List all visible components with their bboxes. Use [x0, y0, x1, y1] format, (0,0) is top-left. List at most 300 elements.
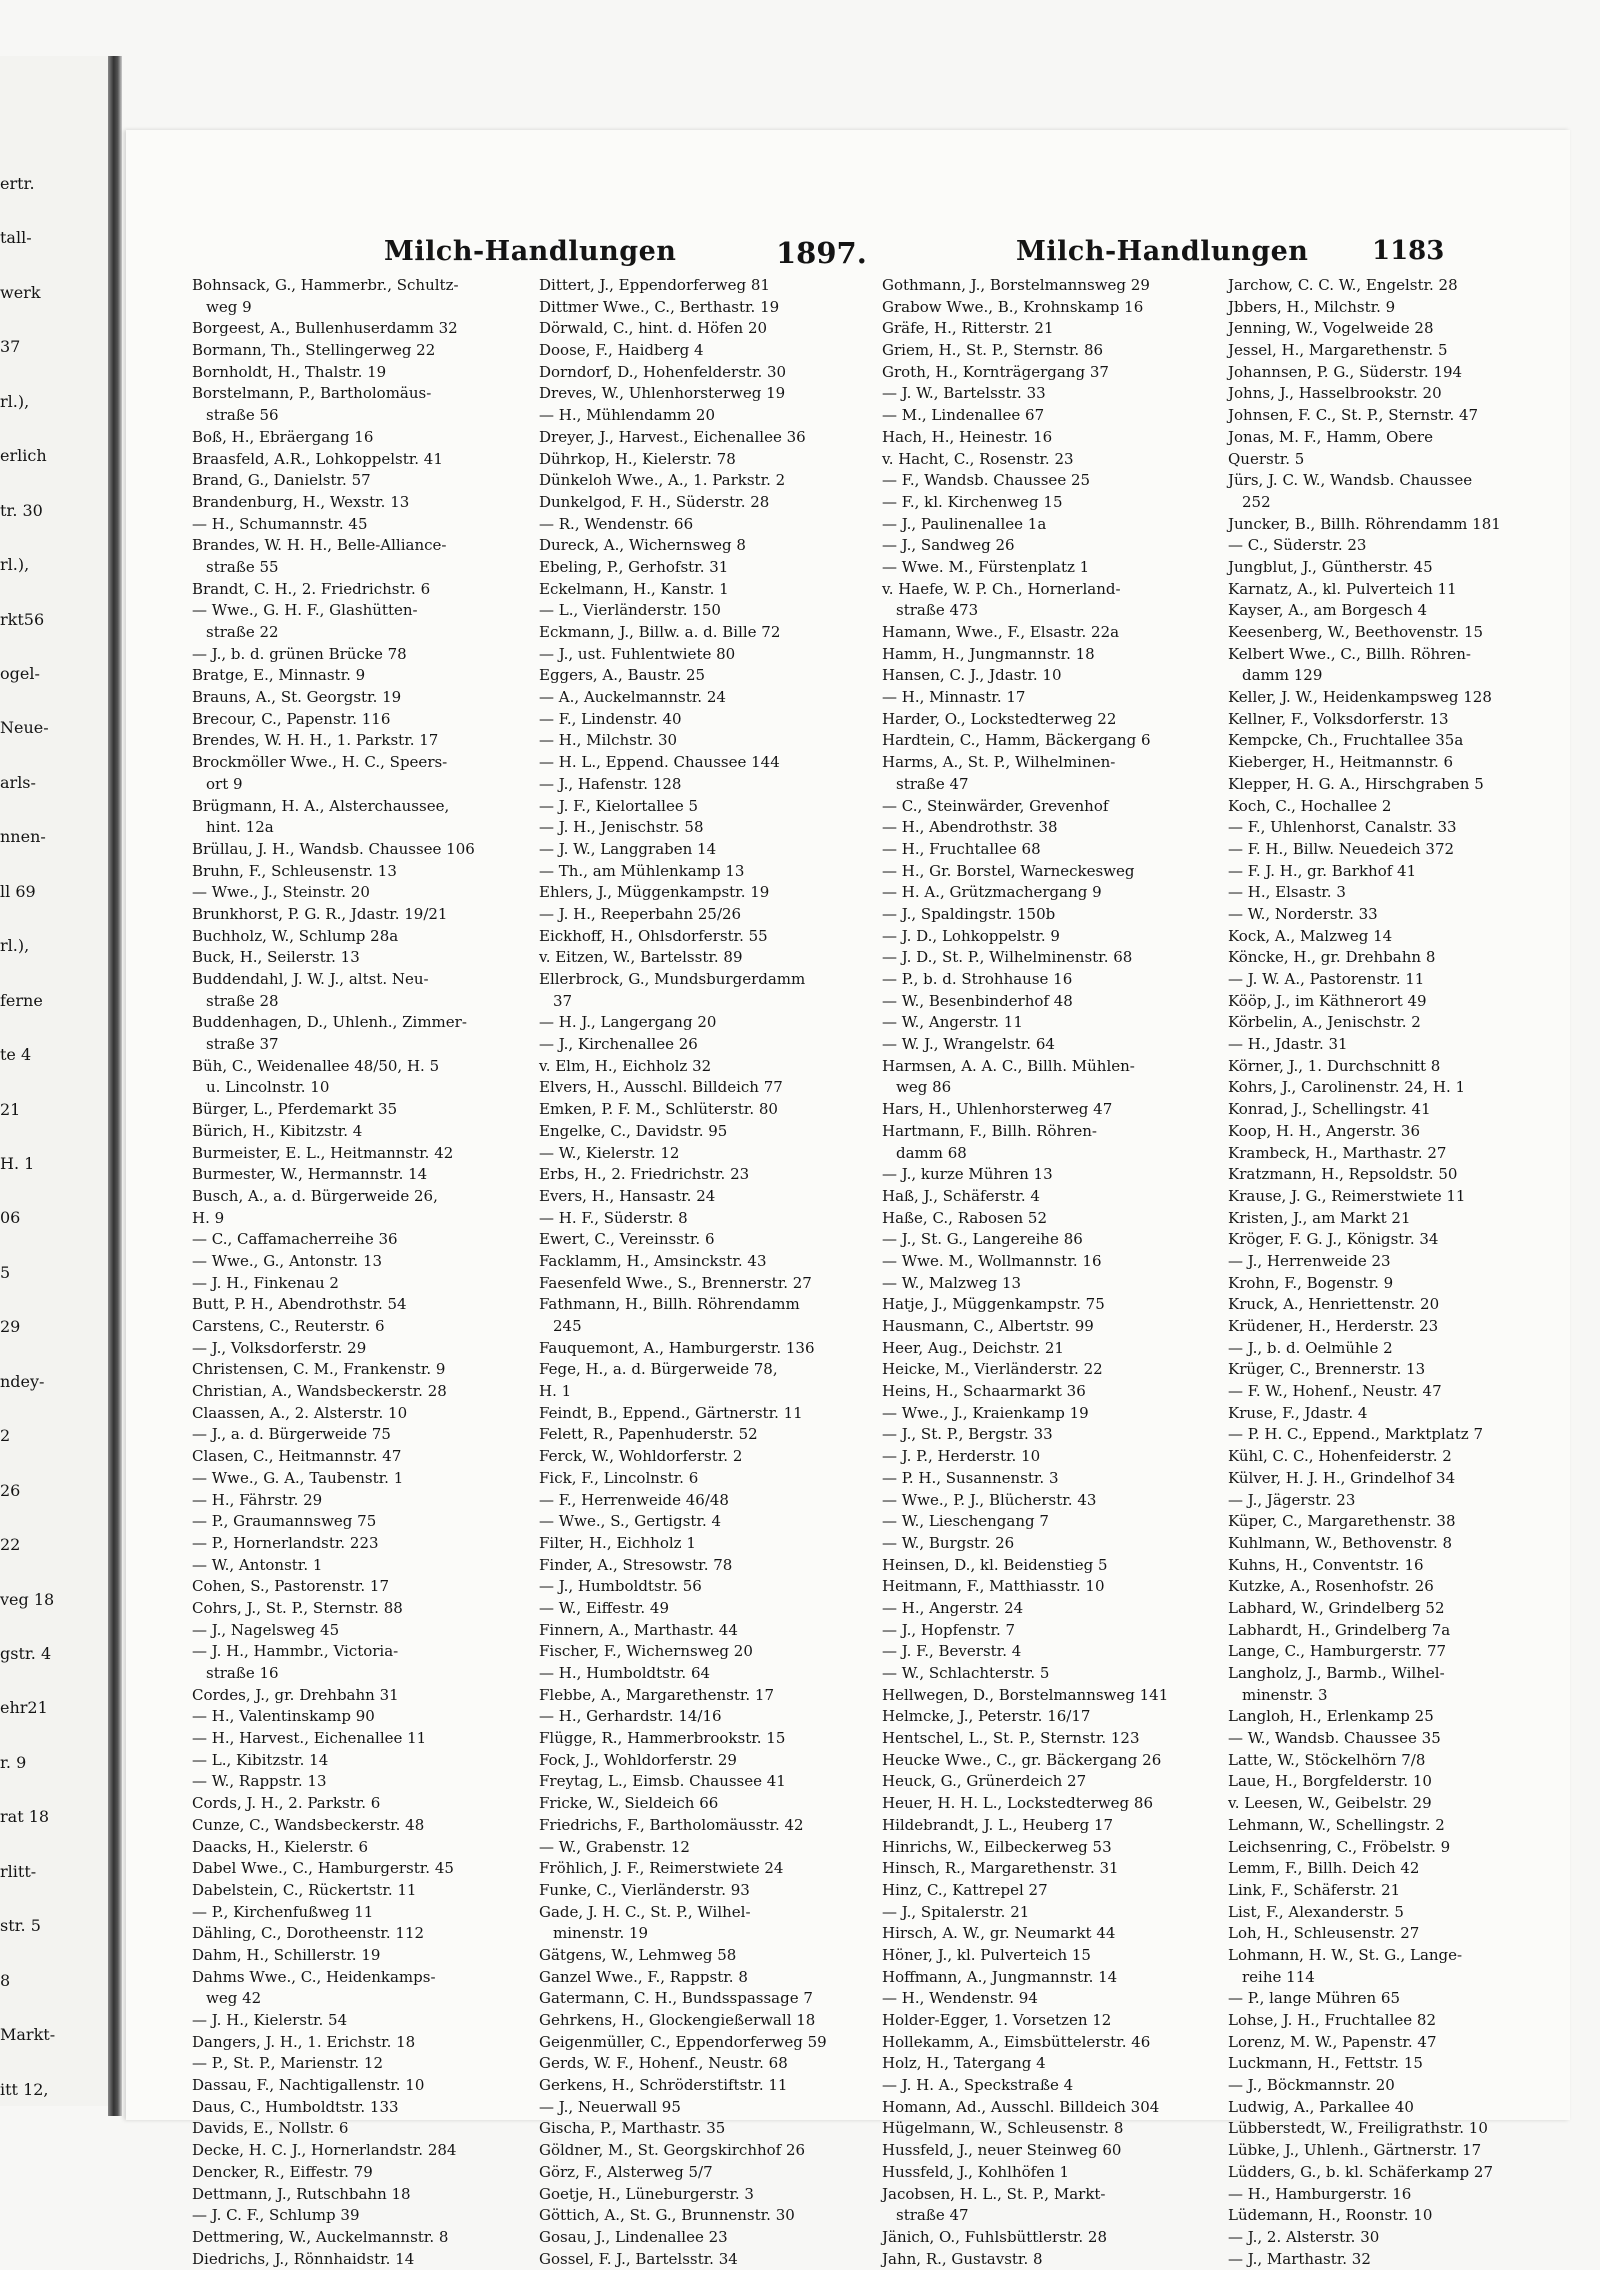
- directory-entry: — H., Milchstr. 30: [539, 731, 678, 750]
- directory-entry: — J. D., Lohkoppelstr. 9: [882, 926, 1060, 945]
- directory-entry: Keesenberg, W., Beethovenstr. 15: [1228, 623, 1484, 641]
- directory-entry: Dabel Wwe., C., Hamburgerstr. 45: [192, 1859, 454, 1878]
- directory-entry: — H., Hamburgerstr. 16: [1228, 2184, 1412, 2203]
- directory-entry: Langloh, H., Erlenkamp 25: [1228, 1707, 1434, 1726]
- directory-entry: Borgeest, A., Bullenhuserdamm 32: [192, 319, 458, 338]
- directory-entry: — W., Malzweg 13: [882, 1273, 1022, 1292]
- directory-entry: — J. W., Bartelsstr. 33: [882, 384, 1046, 403]
- directory-entry: — Th., am Mühlenkamp 13: [539, 861, 745, 880]
- directory-column-3: [882, 275, 1204, 2268]
- directory-column-4: [1228, 275, 1554, 2268]
- directory-entry: Brunkhorst, P. G. R., Jdastr. 19/21: [192, 904, 448, 923]
- margin-fragment: ogel-: [0, 664, 40, 683]
- directory-entry: Hamm, H., Jungmannstr. 18: [882, 644, 1095, 663]
- directory-entry: — W. J., Wrangelstr. 64: [882, 1035, 1055, 1054]
- margin-fragment: str. 5: [0, 1916, 41, 1936]
- directory-entry: Ebeling, P., Gerhofstr. 31: [539, 557, 729, 576]
- margin-fragment: ehr21: [0, 1698, 48, 1718]
- margin-fragment: veg 18: [0, 1589, 55, 1609]
- directory-entry: Cohrs, J., St. P., Sternstr. 88: [192, 1598, 403, 1617]
- directory-entry: Brügmann, H. A., Alsterchaussee,: [192, 796, 450, 815]
- directory-entry: damm 68: [896, 1143, 967, 1162]
- directory-entry: — J., b. d. grünen Brücke 78: [192, 644, 407, 663]
- directory-entry: — J. F., Kielortallee 5: [539, 796, 699, 815]
- directory-entry: Johnsen, F. C., St. P., Sternstr. 47: [1228, 406, 1479, 425]
- directory-entry: Dureck, A., Wichernsweg 8: [539, 536, 746, 555]
- directory-entry: Dittert, J., Eppendorferweg 81: [539, 276, 770, 294]
- directory-entry: Bormann, Th., Stellingerweg 22: [192, 341, 436, 360]
- directory-entry: Krüger, C., Brennerstr. 13: [1228, 1360, 1426, 1379]
- directory-entry: — H., Minnastr. 17: [882, 688, 1026, 707]
- directory-entry: Heins, H., Schaarmarkt 36: [882, 1382, 1086, 1401]
- margin-fragment: 5: [0, 1262, 11, 1282]
- directory-entry: Külver, H. J. H., Grindelhof 34: [1228, 1468, 1456, 1487]
- directory-entry: Haß, J., Schäferstr. 4: [882, 1186, 1040, 1205]
- margin-fragment: ertr.: [0, 174, 35, 193]
- directory-entry: — Wwe., J., Steinstr. 20: [192, 883, 370, 902]
- directory-entry: — W., Antonstr. 1: [192, 1555, 323, 1574]
- margin-fragment: tall-: [0, 228, 32, 248]
- directory-entry: — W., Rappstr. 13: [192, 1772, 327, 1791]
- directory-entry: Lange, C., Hamburgerstr. 77: [1228, 1642, 1447, 1661]
- directory-entry: straße 47: [896, 774, 969, 793]
- directory-entry: Gerds, W. F., Hohenf., Neustr. 68: [539, 2054, 788, 2073]
- directory-entry: damm 129: [1242, 666, 1323, 685]
- directory-entry: straße 28: [206, 991, 279, 1010]
- directory-entry: — W., Schlachterstr. 5: [882, 1664, 1050, 1682]
- directory-entry: Butt, P. H., Abendrothstr. 54: [192, 1295, 407, 1314]
- margin-fragment: ferne: [0, 990, 43, 1010]
- directory-entry: Harder, O., Lockstedterweg 22: [882, 709, 1117, 728]
- directory-entry: — J. W. A., Pastorenstr. 11: [1228, 970, 1425, 988]
- directory-entry: — Wwe., S., Gertigstr. 4: [539, 1512, 722, 1531]
- directory-entry: ort 9: [206, 774, 243, 793]
- directory-entry: Labhardt, H., Grindelberg 7a: [1228, 1620, 1451, 1639]
- running-head-right: Milch-Handlungen: [1016, 236, 1309, 267]
- directory-entry: Fröhlich, J. F., Reimerstwiete 24: [539, 1859, 784, 1878]
- directory-entry: Lübke, J., Uhlenh., Gärtnerstr. 17: [1228, 2141, 1482, 2160]
- margin-fragment: ll 69: [0, 881, 36, 901]
- directory-entry: — J. H., Hammbr., Victoria-: [192, 1642, 399, 1661]
- directory-entry: Hars, H., Uhlenhorsterweg 47: [882, 1100, 1113, 1119]
- directory-entry: Homann, Ad., Ausschl. Billdeich 304: [882, 2097, 1160, 2116]
- directory-entry: — J. H. A., Speckstraße 4: [882, 2076, 1074, 2095]
- directory-entry: Dangers, J. H., 1. Erichstr. 18: [192, 2032, 416, 2051]
- directory-entry: — H., Schumannstr. 45: [192, 514, 368, 533]
- directory-entry: — J. H., Jenischstr. 58: [539, 818, 704, 837]
- directory-entry: Felett, R., Papenhuderstr. 52: [539, 1425, 758, 1444]
- directory-entry: Doose, F., Haidberg 4: [539, 341, 704, 360]
- directory-entry: Dassau, F., Nachtigallenstr. 10: [192, 2076, 425, 2095]
- directory-entry: Dreves, W., Uhlenhorsterweg 19: [539, 384, 786, 403]
- directory-entry: Ehlers, J., Müggenkampstr. 19: [539, 883, 770, 902]
- directory-entry: Kutzke, A., Rosenhofstr. 26: [1228, 1577, 1434, 1596]
- directory-entry: Querstr. 5: [1228, 449, 1305, 468]
- margin-fragment: 22: [0, 1535, 21, 1555]
- directory-entry: Karnatz, A., kl. Pulverteich 11: [1228, 579, 1457, 598]
- directory-entry: — W., Angerstr. 11: [882, 1013, 1023, 1032]
- directory-entry: — J., Paulinenallee 1a: [882, 514, 1047, 533]
- directory-entry: — W., Wandsb. Chaussee 35: [1228, 1729, 1441, 1748]
- directory-entry: — F. W., Hohenf., Neustr. 47: [1228, 1382, 1442, 1401]
- directory-entry: Jänich, O., Fuhlsbüttlerstr. 28: [882, 2227, 1107, 2246]
- directory-entry: Facklamm, H., Amsinckstr. 43: [539, 1251, 767, 1270]
- directory-entry: — J., Herrenweide 23: [1228, 1251, 1391, 1270]
- directory-entry: Heucke Wwe., C., gr. Bäckergang 26: [882, 1750, 1162, 1769]
- directory-entry: Lüdemann, H., Roonstr. 10: [1228, 2206, 1433, 2225]
- directory-entry: Krohn, F., Bogenstr. 9: [1228, 1273, 1394, 1292]
- directory-entry: Eickhoff, H., Ohlsdorferstr. 55: [539, 926, 768, 945]
- directory-entry: — H. L., Eppend. Chaussee 144: [539, 753, 780, 772]
- directory-entry: v. Leesen, W., Geibelstr. 29: [1228, 1794, 1432, 1813]
- directory-entry: Jahn, R., Gustavstr. 8: [882, 2249, 1043, 2268]
- directory-entry: Krause, J. G., Reimerstwiete 11: [1228, 1186, 1466, 1205]
- margin-fragment: rat 18: [0, 1807, 50, 1827]
- directory-entry: — J., 2. Alsterstr. 30: [1228, 2227, 1380, 2246]
- directory-entry: Eggers, A., Baustr. 25: [539, 666, 706, 685]
- directory-entry: Flügge, R., Hammerbrookstr. 15: [539, 1729, 786, 1748]
- directory-entry: Goetje, H., Lüneburgerstr. 3: [539, 2184, 754, 2203]
- directory-entry: Dettmann, J., Rutschbahn 18: [192, 2184, 411, 2203]
- directory-entry: Cordes, J., gr. Drehbahn 31: [192, 1685, 399, 1704]
- directory-entry: — Wwe., J., Kraienkamp 19: [882, 1403, 1089, 1422]
- running-head: [126, 228, 1570, 268]
- directory-entry: — J., Nagelsweg 45: [192, 1620, 340, 1639]
- directory-entry: Labhard, W., Grindelberg 52: [1228, 1598, 1445, 1617]
- directory-entry: Carstens, C., Reuterstr. 6: [192, 1317, 385, 1335]
- directory-entry: — J. F., Beverstr. 4: [882, 1642, 1022, 1661]
- margin-fragment: rlitt-: [0, 1861, 37, 1881]
- adjacent-page-margin: [0, 56, 118, 2106]
- directory-entry: Heicke, M., Vierländerstr. 22: [882, 1360, 1103, 1379]
- directory-entry: — H., Harvest., Eichenallee 11: [192, 1729, 427, 1748]
- directory-entry: — F., Uhlenhorst, Canalstr. 33: [1228, 818, 1457, 837]
- directory-entry: Kratzmann, H., Repsoldstr. 50: [1228, 1165, 1458, 1184]
- directory-entry: Dünkeloh Wwe., A., 1. Parkstr. 2: [539, 471, 786, 490]
- directory-entry: — H., Jdastr. 31: [1228, 1035, 1348, 1054]
- directory-entry: Groth, H., Kornträgergang 37: [882, 362, 1109, 381]
- directory-entry: — H. F., Süderstr. 8: [539, 1208, 688, 1227]
- directory-entry: Diedrichs, J., Rönnhaidstr. 14: [192, 2249, 415, 2268]
- directory-entry: Gade, J. H. C., St. P., Wilhel-: [539, 1902, 751, 1921]
- directory-entry: Geigenmüller, C., Eppendorferweg 59: [539, 2032, 827, 2051]
- directory-entry: Ganzel Wwe., F., Rappstr. 8: [539, 1967, 748, 1986]
- directory-entry: Brandes, W. H. H., Belle-Alliance-: [192, 536, 447, 555]
- directory-entry: — Wwe., P. J., Blücherstr. 43: [882, 1490, 1097, 1509]
- directory-entry: Johns, J., Hasselbrookstr. 20: [1228, 384, 1442, 403]
- directory-entry: — R., Wendenstr. 66: [539, 514, 694, 533]
- margin-fragment: itt 12,: [0, 2079, 49, 2099]
- page-gutter-shadow: [108, 56, 122, 2116]
- directory-entry: Dettmering, W., Auckelmannstr. 8: [192, 2227, 449, 2246]
- directory-entry: v. Elm, H., Eichholz 32: [539, 1056, 712, 1075]
- directory-entry: Gossel, F. J., Bartelsstr. 34: [539, 2249, 738, 2268]
- directory-entry: Johannsen, P. G., Süderstr. 194: [1228, 362, 1463, 381]
- directory-entry: Kuhns, H., Conventstr. 16: [1228, 1555, 1424, 1574]
- directory-entry: Feindt, B., Eppend., Gärtnerstr. 11: [539, 1403, 803, 1422]
- directory-entry: — L., Kibitzstr. 14: [192, 1750, 329, 1769]
- directory-entry: Klepper, H. G. A., Hirschgraben 5: [1228, 774, 1484, 793]
- directory-entry: Dahm, H., Schillerstr. 19: [192, 1945, 381, 1964]
- directory-entry: H. 1: [539, 1382, 572, 1401]
- directory-entry: — J., St. G., Langereihe 86: [882, 1230, 1083, 1249]
- margin-fragment: 2: [0, 1426, 11, 1446]
- directory-entry: straße 37: [206, 1035, 279, 1054]
- directory-entry: Küper, C., Margarethenstr. 38: [1228, 1512, 1456, 1531]
- directory-entry: — P., Kirchenfußweg 11: [192, 1902, 374, 1921]
- directory-entry: Latte, W., Stöckelhörn 7/8: [1228, 1750, 1426, 1769]
- directory-entry: Kohrs, J., Carolinenstr. 24, H. 1: [1228, 1078, 1466, 1097]
- directory-entry: — C., Süderstr. 23: [1228, 536, 1367, 555]
- directory-entry: Lübberstedt, W., Freiligrathstr. 10: [1228, 2119, 1488, 2138]
- directory-entry: — P. H., Susannenstr. 3: [882, 1468, 1059, 1487]
- directory-entry: — H. A., Grützmachergang 9: [882, 883, 1102, 902]
- directory-entry: — M., Lindenallee 67: [882, 406, 1045, 425]
- directory-column-2: [539, 275, 861, 2268]
- directory-entry: straße 56: [206, 406, 279, 425]
- directory-entry: Eckmann, J., Billw. a. d. Bille 72: [539, 623, 781, 641]
- directory-entry: Clasen, C., Heitmannstr. 47: [192, 1447, 402, 1466]
- directory-entry: — P., Hornerlandstr. 223: [192, 1533, 379, 1552]
- directory-entry: Buchholz, W., Schlump 28a: [192, 926, 399, 945]
- directory-entry: Kööp, J., im Käthnerort 49: [1228, 991, 1427, 1010]
- directory-entry: Dörwald, C., hint. d. Höfen 20: [539, 319, 768, 338]
- directory-entry: Faesenfeld Wwe., S., Brennerstr. 27: [539, 1273, 812, 1292]
- directory-entry: straße 55: [206, 557, 279, 576]
- directory-entry: — H., Wendenstr. 94: [882, 1989, 1038, 2008]
- directory-entry: — P., b. d. Strohhause 16: [882, 970, 1073, 988]
- directory-entry: — J., Sandweg 26: [882, 536, 1015, 555]
- directory-entry: Luckmann, H., Fettstr. 15: [1228, 2054, 1423, 2073]
- running-head-left: Milch-Handlungen: [384, 236, 677, 267]
- directory-entry: Dittmer Wwe., C., Berthastr. 19: [539, 297, 780, 316]
- directory-entry: Fricke, W., Sieldeich 66: [539, 1794, 719, 1813]
- margin-fragment: erlich: [0, 446, 47, 466]
- directory-entry: Burmester, W., Hermannstr. 14: [192, 1165, 428, 1184]
- directory-entry: — W., Grabenstr. 12: [539, 1837, 690, 1856]
- directory-entry: Görz, F., Alsterweg 5/7: [539, 2162, 713, 2181]
- directory-entry: Kieberger, H., Heitmannstr. 6: [1228, 753, 1454, 772]
- directory-entry: Hansen, C. J., Jdastr. 10: [882, 666, 1062, 685]
- margin-fragment: arls-: [0, 772, 36, 792]
- directory-entry: Bruhn, F., Schleusenstr. 13: [192, 861, 397, 880]
- directory-entry: — H., Abendrothstr. 38: [882, 818, 1058, 837]
- margin-fragment: te 4: [0, 1045, 32, 1065]
- directory-entry: Hussfeld, J., Kohlhöfen 1: [882, 2162, 1070, 2181]
- directory-entry: Kröger, F. G. J., Königstr. 34: [1228, 1230, 1439, 1249]
- directory-entry: Hellwegen, D., Borstelmannsweg 141: [882, 1685, 1169, 1704]
- directory-entry: Brecour, C., Papenstr. 116: [192, 709, 391, 728]
- directory-entry: Hoffmann, A., Jungmannstr. 14: [882, 1967, 1118, 1986]
- directory-entry: Helmcke, J., Peterstr. 16/17: [882, 1707, 1091, 1726]
- directory-entry: Buddendahl, J. W. J., altst. Neu-: [192, 970, 429, 988]
- directory-entry: Evers, H., Hansastr. 24: [539, 1186, 716, 1205]
- directory-entry: Ferck, W., Wohldorferstr. 2: [539, 1447, 743, 1466]
- directory-entry: Koch, C., Hochallee 2: [1228, 796, 1392, 815]
- directory-entry: Dunkelgod, F. H., Süderstr. 28: [539, 492, 770, 511]
- directory-entry: Laue, H., Borgfelderstr. 10: [1228, 1772, 1432, 1791]
- directory-entry: Kuhlmann, W., Bethovenstr. 8: [1228, 1533, 1453, 1552]
- directory-entry: — J. W., Langgraben 14: [539, 839, 717, 858]
- directory-entry: — Wwe., G., Antonstr. 13: [192, 1251, 383, 1270]
- directory-entry: Braasfeld, A.R., Lohkoppelstr. 41: [192, 449, 443, 468]
- margin-fragment: 29: [0, 1317, 21, 1337]
- directory-entry: — J., Volksdorferstr. 29: [192, 1338, 367, 1357]
- margin-fragment: gstr. 4: [0, 1644, 52, 1663]
- directory-entry: Bohnsack, G., Hammerbr., Schultz-: [192, 276, 459, 294]
- margin-fragment: Neue-: [0, 718, 49, 738]
- margin-fragment: 26: [0, 1480, 21, 1500]
- directory-entry: Hussfeld, J., neuer Steinweg 60: [882, 2141, 1122, 2160]
- directory-entry: reihe 114: [1242, 1967, 1315, 1986]
- directory-entry: Fischer, F., Wichernsweg 20: [539, 1642, 753, 1661]
- directory-entry: Kelbert Wwe., C., Billh. Röhren-: [1228, 644, 1471, 663]
- directory-entry: Filter, H., Eichholz 1: [539, 1533, 696, 1552]
- directory-entry: Fick, F., Lincolnstr. 6: [539, 1468, 699, 1487]
- directory-entry: Holz, H., Tatergang 4: [882, 2054, 1046, 2073]
- directory-entry: Brandt, C. H., 2. Friedrichstr. 6: [192, 579, 431, 598]
- directory-entry: — P., lange Mühren 65: [1228, 1989, 1401, 2008]
- directory-entry: Brockmöller Wwe., H. C., Speers-: [192, 753, 448, 772]
- directory-entry: u. Lincolnstr. 10: [206, 1078, 330, 1097]
- directory-entry: Flebbe, A., Margarethenstr. 17: [539, 1685, 774, 1704]
- directory-entry: Finder, A., Stresowstr. 78: [539, 1555, 733, 1574]
- margin-fragment: H. 1: [0, 1154, 35, 1173]
- directory-entry: — J. H., Kielerstr. 54: [192, 2011, 348, 2029]
- directory-entry: — W., Norderstr. 33: [1228, 904, 1378, 923]
- directory-entry: — J. C. F., Schlump 39: [192, 2206, 360, 2225]
- directory-entry: Heer, Aug., Deichstr. 21: [882, 1338, 1064, 1357]
- directory-entry: — H., Fruchtallee 68: [882, 839, 1041, 858]
- directory-entry: Bürich, H., Kibitzstr. 4: [192, 1121, 363, 1140]
- directory-entry: Hildebrandt, J. L., Heuberg 17: [882, 1815, 1114, 1834]
- directory-entry: weg 86: [896, 1078, 952, 1097]
- directory-entry: — H., Angerstr. 24: [882, 1598, 1024, 1617]
- directory-entry: Kayser, A., am Borgesch 4: [1228, 601, 1428, 620]
- margin-fragment: 21: [0, 1099, 21, 1119]
- directory-entry: Kempcke, Ch., Fruchtallee 35a: [1228, 731, 1464, 750]
- directory-entry: Brauns, A., St. Georgstr. 19: [192, 688, 402, 707]
- margin-fragment: rl.),: [0, 936, 30, 956]
- directory-entry: Hardtein, C., Hamm, Bäckergang 6: [882, 731, 1151, 750]
- directory-entry: Gätgens, W., Lehmweg 58: [539, 1945, 737, 1964]
- directory-entry: Büh, C., Weidenallee 48/50, H. 5: [192, 1056, 440, 1075]
- directory-entry: Brüllau, J. H., Wandsb. Chaussee 106: [192, 839, 475, 858]
- directory-entry: Buddenhagen, D., Uhlenh., Zimmer-: [192, 1013, 467, 1032]
- directory-entry: Boß, H., Ebräergang 16: [192, 427, 374, 446]
- directory-entry: Decke, H. C. J., Hornerlandstr. 284: [192, 2141, 457, 2160]
- running-head-year: 1897.: [776, 236, 867, 270]
- directory-entry: — J., Kirchenallee 26: [539, 1035, 698, 1054]
- directory-entry: — F., kl. Kirchenweg 15: [882, 492, 1063, 511]
- directory-entry: — H., Fährstr. 29: [192, 1490, 323, 1509]
- directory-entry: — H., Gr. Borstel, Warneckesweg: [882, 861, 1135, 880]
- margin-fragment: rl.),: [0, 555, 30, 575]
- directory-entry: — P., Graumannsweg 75: [192, 1512, 377, 1531]
- directory-entry: Funke, C., Vierländerstr. 93: [539, 1880, 750, 1899]
- directory-entry: — J., Marthastr. 32: [1228, 2249, 1371, 2268]
- directory-entry: Ellerbrock, G., Mundsburgerdamm: [539, 970, 806, 988]
- directory-entry: Körner, J., 1. Durchschnitt 8: [1228, 1056, 1441, 1075]
- directory-entry: List, F., Alexanderstr. 5: [1228, 1902, 1404, 1921]
- directory-entry: Heitmann, F., Matthiasstr. 10: [882, 1577, 1105, 1596]
- directory-entry: — A., Auckelmannstr. 24: [539, 688, 726, 707]
- directory-entry: Jacobsen, H. L., St. P., Markt-: [882, 2184, 1106, 2203]
- page-number: 1183: [1372, 236, 1445, 266]
- directory-entry: Köncke, H., gr. Drehbahn 8: [1228, 948, 1436, 967]
- directory-entry: — F., Lindenstr. 40: [539, 709, 682, 728]
- directory-entry: Bürger, L., Pferdemarkt 35: [192, 1100, 398, 1119]
- directory-entry: — Wwe., G. A., Taubenstr. 1: [192, 1468, 404, 1487]
- directory-entry: — C., Steinwärder, Grevenhof: [882, 796, 1109, 815]
- directory-entry: v. Eitzen, W., Bartelsstr. 89: [539, 948, 743, 967]
- directory-entry: weg 9: [206, 297, 252, 316]
- directory-entry: Dührkop, H., Kielerstr. 78: [539, 449, 736, 468]
- directory-entry: Engelke, C., Davidstr. 95: [539, 1121, 728, 1140]
- directory-entry: Gothmann, J., Borstelmannsweg 29: [882, 276, 1150, 294]
- directory-entry: Harmsen, A. A. C., Billh. Mühlen-: [882, 1056, 1135, 1075]
- directory-entry: Lorenz, M. W., Papenstr. 47: [1228, 2032, 1437, 2051]
- directory-entry: Hügelmann, W., Schleusenstr. 8: [882, 2119, 1124, 2138]
- directory-entry: Lemm, F., Billh. Deich 42: [1228, 1859, 1420, 1878]
- directory-entry: Leichsenring, C., Fröbelstr. 9: [1228, 1837, 1451, 1856]
- directory-entry: Freytag, L., Eimsb. Chaussee 41: [539, 1772, 786, 1791]
- directory-entry: — J., Hopfenstr. 7: [882, 1620, 1016, 1639]
- directory-entry: Konrad, J., Schellingstr. 41: [1228, 1100, 1431, 1119]
- directory-entry: Hinz, C., Kattrepel 27: [882, 1880, 1048, 1899]
- directory-entry: 252: [1242, 492, 1271, 511]
- directory-entry: Eckelmann, H., Kanstr. 1: [539, 579, 729, 598]
- directory-entry: Busch, A., a. d. Bürgerweide 26,: [192, 1186, 438, 1205]
- directory-entry: Erbs, H., 2. Friedrichstr. 23: [539, 1165, 750, 1184]
- directory-entry: Kruck, A., Henriettenstr. 20: [1228, 1295, 1440, 1314]
- directory-entry: Kellner, F., Volksdorferstr. 13: [1228, 709, 1449, 728]
- directory-entry: — J., ust. Fuhlentwiete 80: [539, 644, 736, 663]
- directory-entry: Jessel, H., Margarethenstr. 5: [1228, 341, 1448, 360]
- directory-entry: — W., Lieschengang 7: [882, 1512, 1049, 1531]
- directory-entry: — J. D., St. P., Wilhelminenstr. 68: [882, 948, 1133, 967]
- directory-entry: Koop, H. H., Angerstr. 36: [1228, 1121, 1421, 1140]
- margin-fragment: Markt-: [0, 2025, 56, 2045]
- directory-columns: [192, 275, 1554, 2268]
- directory-entry: Christensen, C. M., Frankenstr. 9: [192, 1360, 446, 1379]
- directory-entry: weg 42: [206, 1989, 262, 2008]
- margin-fragment: tr. 30: [0, 500, 43, 520]
- directory-entry: — H., Valentinskamp 90: [192, 1707, 375, 1726]
- directory-entry: — F. J. H., gr. Barkhof 41: [1228, 861, 1417, 880]
- directory-entry: — J. H., Finkenau 2: [192, 1273, 339, 1292]
- directory-entry: Hinsch, R., Margarethenstr. 31: [882, 1859, 1119, 1878]
- directory-entry: Jürs, J. C. W., Wandsb. Chaussee: [1228, 471, 1473, 490]
- directory-entry: Daus, C., Humboldtstr. 133: [192, 2097, 399, 2116]
- directory-entry: v. Hacht, C., Rosenstr. 23: [882, 449, 1074, 468]
- directory-entry: Hollekamm, A., Eimsbüttelerstr. 46: [882, 2032, 1151, 2051]
- directory-entry: Holder-Egger, 1. Vorsetzen 12: [882, 2011, 1112, 2029]
- directory-entry: — H., Humboldtstr. 64: [539, 1664, 711, 1682]
- directory-entry: Fege, H., a. d. Bürgerweide 78,: [539, 1360, 778, 1379]
- directory-entry: straße 473: [896, 601, 979, 620]
- directory-entry: Elvers, H., Ausschl. Billdeich 77: [539, 1078, 783, 1097]
- directory-entry: — J., Spitalerstr. 21: [882, 1902, 1030, 1921]
- directory-entry: — J., a. d. Bürgerweide 75: [192, 1425, 391, 1444]
- directory-entry: Heinsen, D., kl. Beidenstieg 5: [882, 1555, 1108, 1574]
- directory-entry: Bratge, E., Minnastr. 9: [192, 666, 366, 685]
- directory-entry: — F. H., Billw. Neuedeich 372: [1228, 839, 1455, 858]
- directory-entry: Brand, G., Danielstr. 57: [192, 471, 371, 490]
- directory-entry: Jonas, M. F., Hamm, Obere: [1228, 427, 1433, 446]
- directory-entry: Jarchow, C. C. W., Engelstr. 28: [1228, 276, 1458, 294]
- directory-entry: Gosau, J., Lindenallee 23: [539, 2227, 728, 2246]
